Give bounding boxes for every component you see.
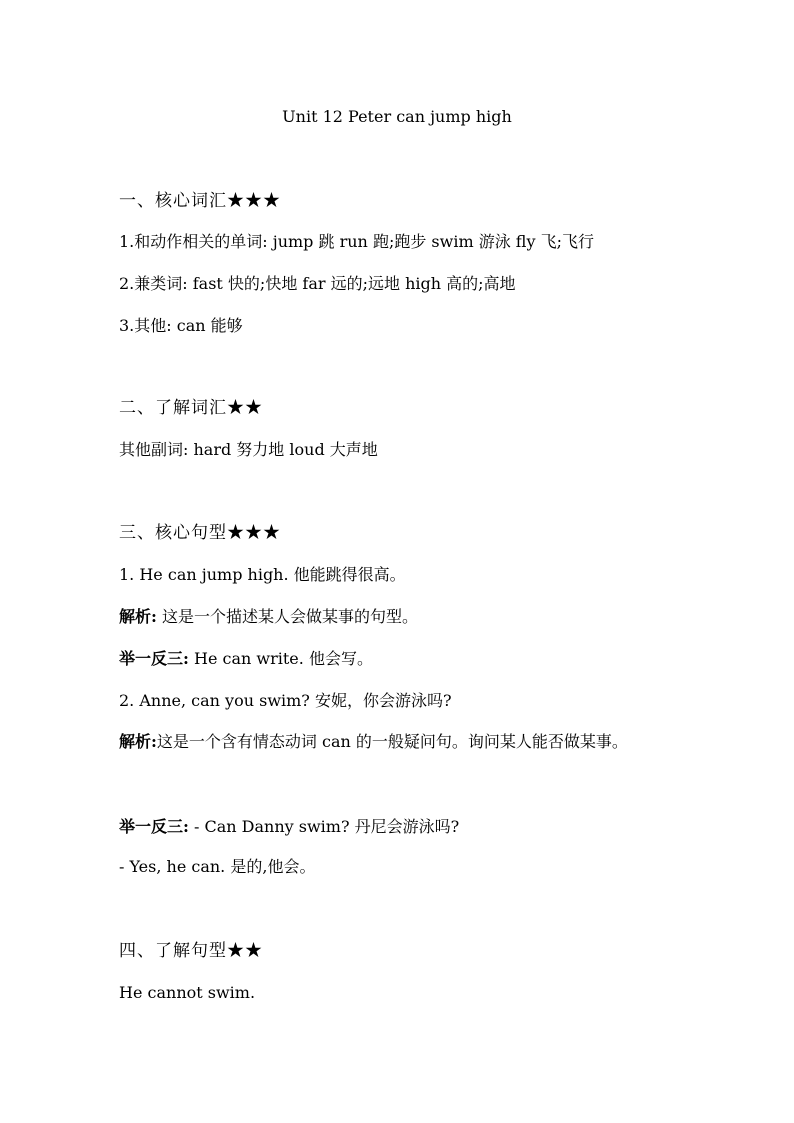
section-heading-understand-sentences: 四、了解句型★★: [119, 941, 263, 961]
example-2-answer: - Yes, he can. 是的,他会。: [119, 857, 316, 876]
analysis-text: 这是一个含有情态动词 can 的一般疑问句。询问某人能否做某事。: [156, 732, 628, 751]
section-heading-core-sentences: 三、核心句型★★★: [119, 523, 281, 543]
analysis-label: 解析:: [119, 732, 157, 751]
sentence-1: 1. He can jump high. 他能跳得很高。: [119, 565, 406, 584]
analysis-1: [119, 606, 418, 628]
example-label: 举一反三:: [119, 817, 189, 836]
sentence-cannot-swim: He cannot swim.: [119, 983, 256, 1002]
example-1: [119, 648, 373, 670]
analysis-label: 解析:: [119, 607, 157, 626]
document-title: Unit 12 Peter can jump high: [282, 107, 512, 126]
analysis-text: 这是一个描述某人会做某事的句型。: [156, 607, 419, 626]
example-label: 举一反三:: [119, 649, 189, 668]
vocab-line-actions: 1.和动作相关的单词: jump 跳 run 跑;跑步 swim 游泳 fly 飞;飞行: [119, 232, 594, 251]
example-text: He can write. 他会写。: [188, 649, 373, 668]
section-heading-core-vocabulary: 一、核心词汇★★★: [119, 191, 281, 211]
section-heading-understand-vocabulary: 二、了解词汇★★: [119, 398, 263, 418]
analysis-2: [119, 721, 679, 763]
example-text: - Can Danny swim? 丹尼会游泳吗?: [188, 817, 460, 836]
sentence-2: 2. Anne, can you swim? 安妮，你会游泳吗?: [119, 691, 452, 710]
vocab-line-other: 3.其他: can 能够: [119, 316, 243, 335]
example-2: [119, 816, 459, 838]
vocab-line-adverbs: 其他副词: hard 努力地 loud 大声地: [119, 440, 378, 459]
vocab-line-multi-class: 2.兼类词: fast 快的;快地 far 远的;远地 high 高的;高地: [119, 274, 516, 293]
